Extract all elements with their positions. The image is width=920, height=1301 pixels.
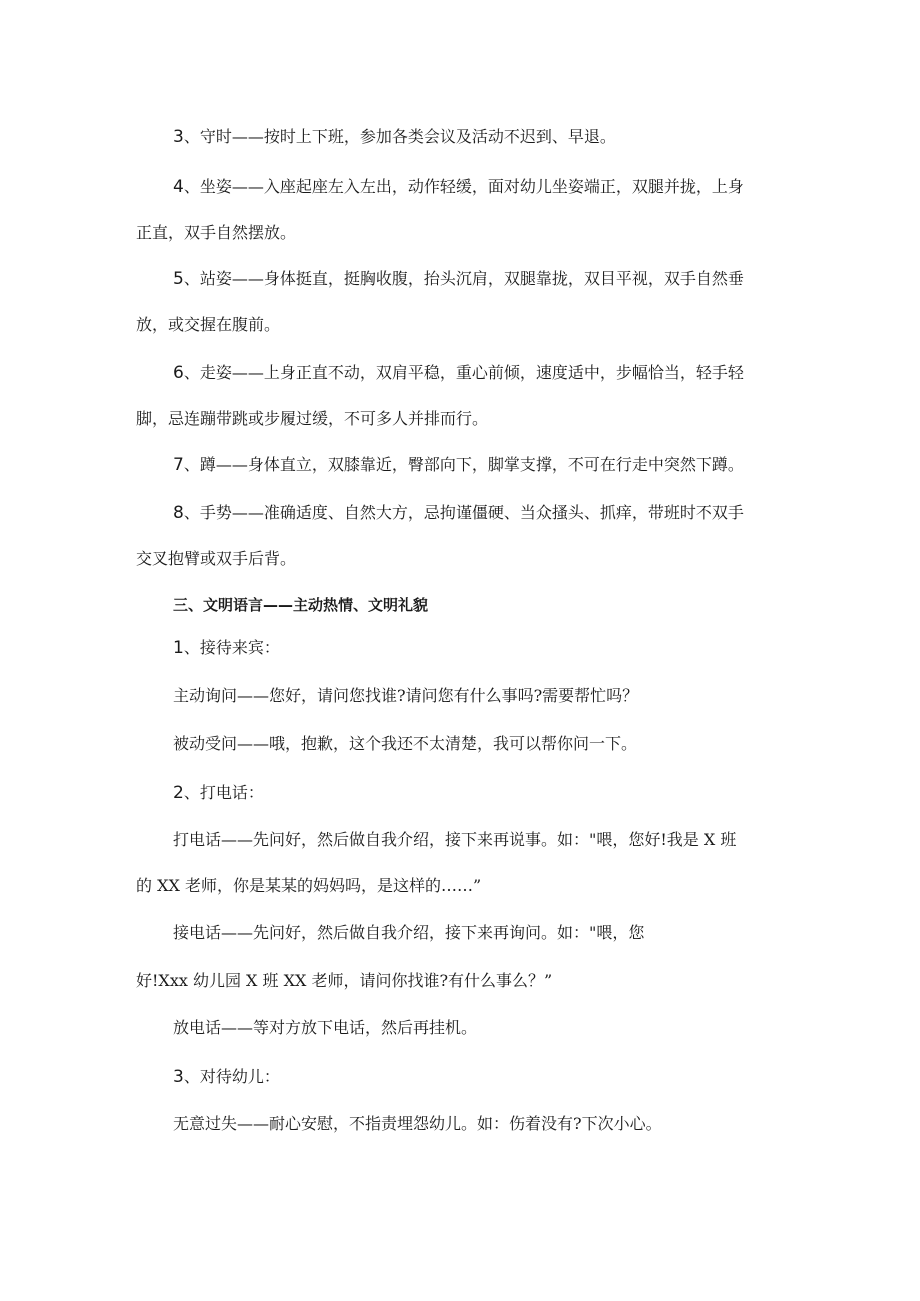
item-3-number: 3 bbox=[173, 127, 184, 147]
phone-number: 2 bbox=[173, 783, 184, 803]
item-4-line-2: 正直，双手自然摆放。 bbox=[136, 223, 297, 242]
section-heading: 三、文明语言——主动热情、文明礼貌 bbox=[173, 596, 429, 614]
item-4-number: 4 bbox=[173, 177, 184, 197]
item-3-text: 、守时——按时上下班，参加各类会议及活动不迟到、早退。 bbox=[183, 127, 616, 146]
item-3-line-1 bbox=[173, 126, 616, 148]
item-5-text: 、站姿——身体挺直，挺胸收腹，抬头沉肩，双腿靠拢，双目平视，双手自然垂 bbox=[183, 269, 744, 288]
children-title bbox=[173, 1066, 280, 1088]
item-8-line-1 bbox=[173, 502, 744, 524]
item-7-number: 7 bbox=[173, 455, 184, 475]
item-6-line-1 bbox=[173, 362, 744, 384]
item-6-number: 6 bbox=[173, 363, 184, 383]
reception-active-inquiry: 主动询问——您好，请问您找谁?请问您有什么事吗?需要帮忙吗？ bbox=[173, 686, 639, 705]
children-title-text: 、对待幼儿： bbox=[183, 1067, 280, 1086]
children-accident: 无意过失——耐心安慰，不指责埋怨幼儿。如：伤着没有?下次小心。 bbox=[173, 1114, 662, 1133]
reception-number: 1 bbox=[173, 638, 184, 658]
phone-hangup: 放电话——等对方放下电话，然后再挂机。 bbox=[173, 1018, 478, 1037]
item-5-line-1 bbox=[173, 268, 744, 290]
reception-title-text: 、接待来宾： bbox=[183, 638, 280, 657]
phone-title bbox=[173, 782, 264, 804]
item-6-line-2: 脚，忌连蹦带跳或步履过缓，不可多人并排而行。 bbox=[136, 409, 489, 428]
item-8-number: 8 bbox=[173, 503, 184, 523]
item-5-line-2: 放，或交握在腹前。 bbox=[136, 315, 281, 334]
item-6-text: 、走姿——上身正直不动，双肩平稳，重心前倾，速度适中，步幅恰当，轻手轻 bbox=[183, 363, 744, 382]
item-4-line-1 bbox=[173, 176, 744, 198]
item-8-text: 、手势——准确适度、自然大方，忌拘谨僵硬、当众搔头、抓痒，带班时不双手 bbox=[183, 503, 744, 522]
phone-call-line-1: 打电话——先问好，然后做自我介绍，接下来再说事。如："喂，您好!我是 X 班 bbox=[173, 830, 737, 849]
item-7-text: 、蹲——身体直立，双膝靠近，臀部向下，脚掌支撑，不可在行走中突然下蹲。 bbox=[183, 455, 744, 474]
reception-passive-inquiry: 被动受问——哦，抱歉，这个我还不太清楚，我可以帮你问一下。 bbox=[173, 734, 638, 753]
item-4-text: 、坐姿——入座起座左入左出，动作轻缓，面对幼儿坐姿端正，双腿并拢，上身 bbox=[183, 177, 744, 196]
reception-title bbox=[173, 637, 280, 659]
phone-answer-line-2: 好!Xxx 幼儿园 X 班 XX 老师，请问你找谁?有什么事么？” bbox=[136, 971, 553, 990]
item-5-number: 5 bbox=[173, 269, 184, 289]
phone-call-line-2: 的 XX 老师，你是某某的妈妈吗，是这样的……” bbox=[136, 876, 482, 895]
phone-answer-line-1: 接电话——先问好，然后做自我介绍，接下来再询问。如："喂，您 bbox=[173, 923, 645, 942]
children-number: 3 bbox=[173, 1067, 184, 1087]
item-8-line-2: 交叉抱臂或双手后背。 bbox=[136, 549, 297, 568]
item-7-line-1 bbox=[173, 454, 744, 476]
phone-title-text: 、打电话： bbox=[183, 783, 264, 802]
